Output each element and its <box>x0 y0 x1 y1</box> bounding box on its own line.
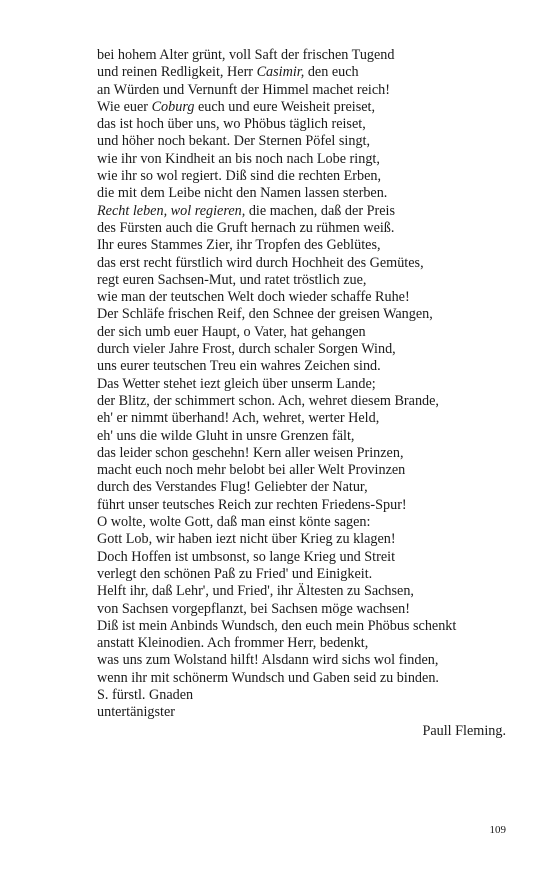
poem-line <box>97 64 517 81</box>
poem-text: Doch Hoffen ist umbsonst, so lange Krieg und Streit <box>97 548 396 565</box>
poem-text: wie man der teutschen Welt doch wieder schaffe Ruhe! <box>97 289 410 306</box>
poem-text: Das Wetter stehet iezt gleich über unserm Lande; <box>97 375 376 392</box>
poem-line <box>97 635 517 652</box>
poem-line <box>97 203 517 220</box>
poem-text: wie ihr so wol regiert. Diß sind die rechten Erben, <box>97 168 382 185</box>
poem-text: durch vieler Jahre Frost, durch schaler Sorgen Wind, <box>97 341 396 358</box>
poem-text: O wolte, wolte Gott, daß man einst könte sagen: <box>97 514 371 531</box>
poem-text: und reinen Redligkeit, Herr <box>97 64 257 81</box>
poem-text: Ihr eures Stammes Zier, ihr Tropfen des Geblütes, <box>97 237 381 254</box>
poem-line <box>97 583 517 600</box>
poem-text: bei hohem Alter grünt, voll Saft der frischen Tugend <box>97 47 395 63</box>
poem-line <box>97 289 517 306</box>
poem-line <box>97 272 517 289</box>
poem-line <box>97 704 517 721</box>
poem-line <box>97 531 517 548</box>
poem-line <box>97 237 517 254</box>
poem-line <box>97 116 517 133</box>
poem-italic-text: Casimir, <box>256 64 305 81</box>
poem-text: und höher noch bekant. Der Sternen Pöfel singt, <box>97 133 371 150</box>
poem-text: der Blitz, der schimmert schon. Ach, wehret diesem Brande, <box>97 392 439 409</box>
poem-line <box>97 566 517 583</box>
poem-text: durch des Verstandes Flug! Geliebter der Natur, <box>97 479 368 496</box>
poem-line <box>97 445 517 462</box>
poem-text: die machen, daß der Preis <box>245 202 395 219</box>
poem-text: wenn ihr mit schönerm Wundsch und Gaben seid zu binden. <box>97 669 439 686</box>
poem-line <box>97 376 517 393</box>
poem-line <box>97 220 517 237</box>
poem-text: die mit dem Leibe nicht den Namen lassen sterben. <box>97 185 388 202</box>
poem-text: das erst recht fürstlich wird durch Hochheit des Gemütes, <box>97 254 424 271</box>
poem-line <box>97 393 517 410</box>
poem-body <box>97 47 517 722</box>
poem-line <box>97 324 517 341</box>
poem-text: das ist hoch über uns, wo Phöbus täglich reiset, <box>97 116 366 133</box>
poem-line <box>97 428 517 445</box>
poem-text: der sich umb euer Haupt, o Vater, hat gehangen <box>97 323 366 340</box>
poem-line <box>97 82 517 99</box>
poem-text: des Fürsten auch die Gruft hernach zu rühmen weiß. <box>97 219 395 236</box>
poem-text: Helft ihr, daß Lehr', und Fried', ihr Ältesten zu Sachsen, <box>97 583 414 600</box>
poem-text: uns eurer teutschen Treu ein wahres Zeichen sind. <box>97 358 381 375</box>
poem-line <box>97 514 517 531</box>
poem-text: den euch <box>304 64 359 81</box>
poem-line <box>97 549 517 566</box>
poem-text: Gott Lob, wir haben iezt nicht über Krieg zu klagen! <box>97 531 396 548</box>
poem-text: S. fürstl. Gnaden <box>97 686 194 703</box>
poem-text: macht euch noch mehr belobt bei aller Welt Provinzen <box>97 462 406 479</box>
poem-line <box>97 341 517 358</box>
poem-text: anstatt Kleinodien. Ach frommer Herr, bedenkt, <box>97 635 369 652</box>
poem-text: das leider schon geschehn! Kern aller weisen Prinzen, <box>97 444 404 461</box>
poem-text: verlegt den schönen Paß zu Fried' und Einigkeit. <box>97 565 373 582</box>
poem-line <box>97 151 517 168</box>
poem-text: von Sachsen vorgepflanzt, bei Sachsen möge wachsen! <box>97 600 410 617</box>
poem-line <box>97 618 517 635</box>
poem-line <box>97 670 517 687</box>
poem-line <box>97 601 517 618</box>
poem-line <box>97 133 517 150</box>
poem-line <box>97 306 517 323</box>
poem-text: untertänigster <box>97 704 176 721</box>
poem-text: führt unser teutsches Reich zur rechten Friedens-Spur! <box>97 496 407 513</box>
poem-text: an Würden und Vernunft der Himmel machet reich! <box>97 81 390 98</box>
poem-line <box>97 462 517 479</box>
poem-text: was uns zum Wolstand hilft! Alsdann wird sichs wol finden, <box>97 652 439 669</box>
poem-line <box>97 168 517 185</box>
poem-line <box>97 410 517 427</box>
poem-text: eh' er nimmt überhand! Ach, wehret, werter Held, <box>97 410 380 427</box>
poem-text: eh' uns die wilde Gluht in unsre Grenzen fält, <box>97 427 355 444</box>
poem-line <box>97 47 517 64</box>
poem-italic-text: Recht leben, wol regieren, <box>97 202 246 219</box>
page-number: 109 <box>489 824 506 836</box>
poem-line <box>97 99 517 116</box>
poem-line <box>97 497 517 514</box>
poem-line <box>97 358 517 375</box>
poem-line <box>97 185 517 202</box>
poem-line <box>97 255 517 272</box>
poem-italic-text: Coburg <box>151 98 195 115</box>
poem-text: Wie euer <box>97 98 152 115</box>
poem-text: Der Schläfe frischen Reif, den Schnee der greisen Wangen, <box>97 306 433 323</box>
poem-line <box>97 687 517 704</box>
poem-text: Diß ist mein Anbinds Wundsch, den euch mein Phöbus schenkt <box>97 617 457 634</box>
poem-text: wie ihr von Kindheit an bis noch nach Lobe ringt, <box>97 150 380 167</box>
poem-text: regt euren Sachsen-Mut, und ratet tröstlich zue, <box>97 271 367 288</box>
poem-text: euch und eure Weisheit preiset, <box>194 98 376 115</box>
author-signature: Paull Fleming. <box>422 723 506 739</box>
poem-line <box>97 479 517 496</box>
poem-line <box>97 652 517 669</box>
